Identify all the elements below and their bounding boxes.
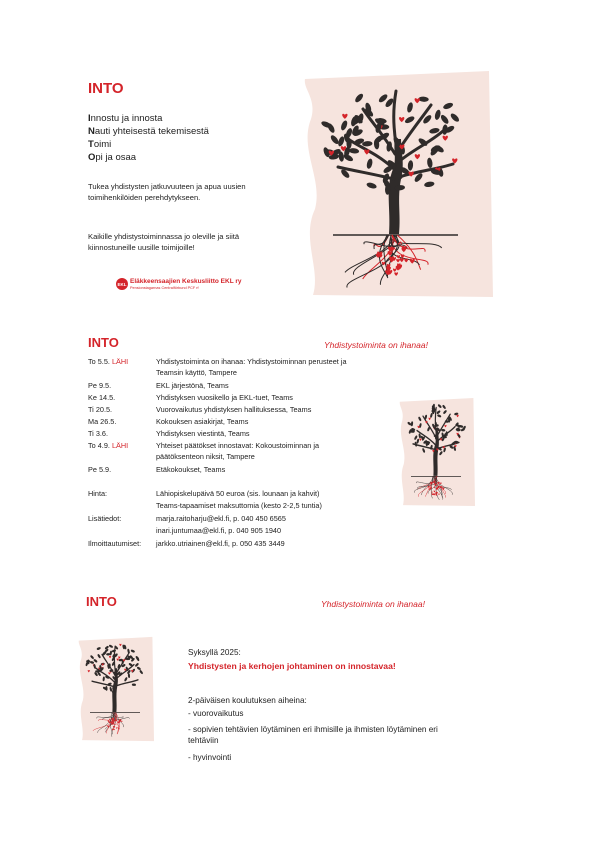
acronym-line-i: Innostu ja innosta — [88, 113, 163, 124]
topic-item: - vuorovaikutus — [188, 709, 244, 718]
acronym-line-n: Nauti yhteisestä tekemisestä — [88, 126, 209, 137]
schedule-list: To 5.5. LÄHI Yhdistystoiminta on ihanaa: Yhdistystoiminnan perusteet ja Teamsin käyttö, Tampere Pe 9.5. EKL järjestönä, Teams Ke 14.5. Yhdistyksen vuosikello ja EKL-tuet, Teams Ti 20.5. Vuorovaikutus yhdistyksen hallituksessa, Teams Ma 26.5. Kokouksen asiakirjat, Teams Ti 3.6. Yhdistyksen viestintä, Teams To 4.9. LÄHI Yhteiset päätökset innostavat: Kokoustoiminnan ja päätöksenteon niksit, Tampere Pe 5.9. Etäkokoukset, Teams — [88, 357, 347, 474]
info-list: Hinta: Lähiopiskelupäivä 50 euroa (sis. lounaan ja kahvit) Teams-tapaamiset maksuttomia (kesto 2-2,5 tuntia) Lisätiedot: marja.raitoharju@ekl.fi, p. 040 450 6565 inari.juntumaa@ekl.fi, p. 040 905 1940 Ilmoittautumiset: jarkko.utriainen@ekl.fi, p. 050 435 3449 — [88, 489, 322, 548]
logo-name: Eläkkeensaajien Keskusliitto EKL ry — [130, 278, 242, 285]
acronym-list — [88, 112, 209, 164]
section2-title: INTO — [88, 335, 119, 350]
topic-item: - sopivien tehtävien löytäminen eri ihmisille ja ihmisten löytäminen eri tehtäviin — [188, 725, 438, 745]
tree-illustration-small — [74, 636, 154, 742]
target-paragraph: Kaikille yhdistystoiminnassa jo oleville ja siitä kiinnostuneille uusille toimijoille! — [88, 232, 240, 252]
section2-slogan: Yhdistystoiminta on ihanaa! — [324, 340, 428, 350]
ekl-logo-mark — [116, 278, 128, 290]
topic-item: - hyvinvointi — [188, 753, 232, 762]
section3-title: INTO — [86, 594, 117, 609]
svg-text:EKL: EKL — [117, 282, 127, 287]
acronym-line-t: Toimi — [88, 139, 112, 150]
logo-subname: Pensionstagarnas Centralförbund PCF rf — [130, 286, 199, 290]
section3-slogan: Yhdistystoiminta on ihanaa! — [321, 599, 425, 609]
acronym-line-o: Opi ja osaa — [88, 152, 137, 163]
season-label: Syksyllä 2025: — [188, 648, 241, 657]
intro-paragraph: Tukea yhdistysten jatkuvuuteen ja apua uusien toimihenkilöiden perehdytykseen. — [88, 182, 246, 202]
section3-headline: Yhdistysten ja kerhojen johtaminen on innostavaa! — [188, 661, 396, 671]
section1-title: INTO — [88, 80, 124, 97]
tree-illustration-medium — [395, 397, 475, 507]
tree-illustration-large — [287, 69, 499, 299]
topics-title: 2-päiväisen koulutuksen aiheina: — [188, 696, 307, 705]
